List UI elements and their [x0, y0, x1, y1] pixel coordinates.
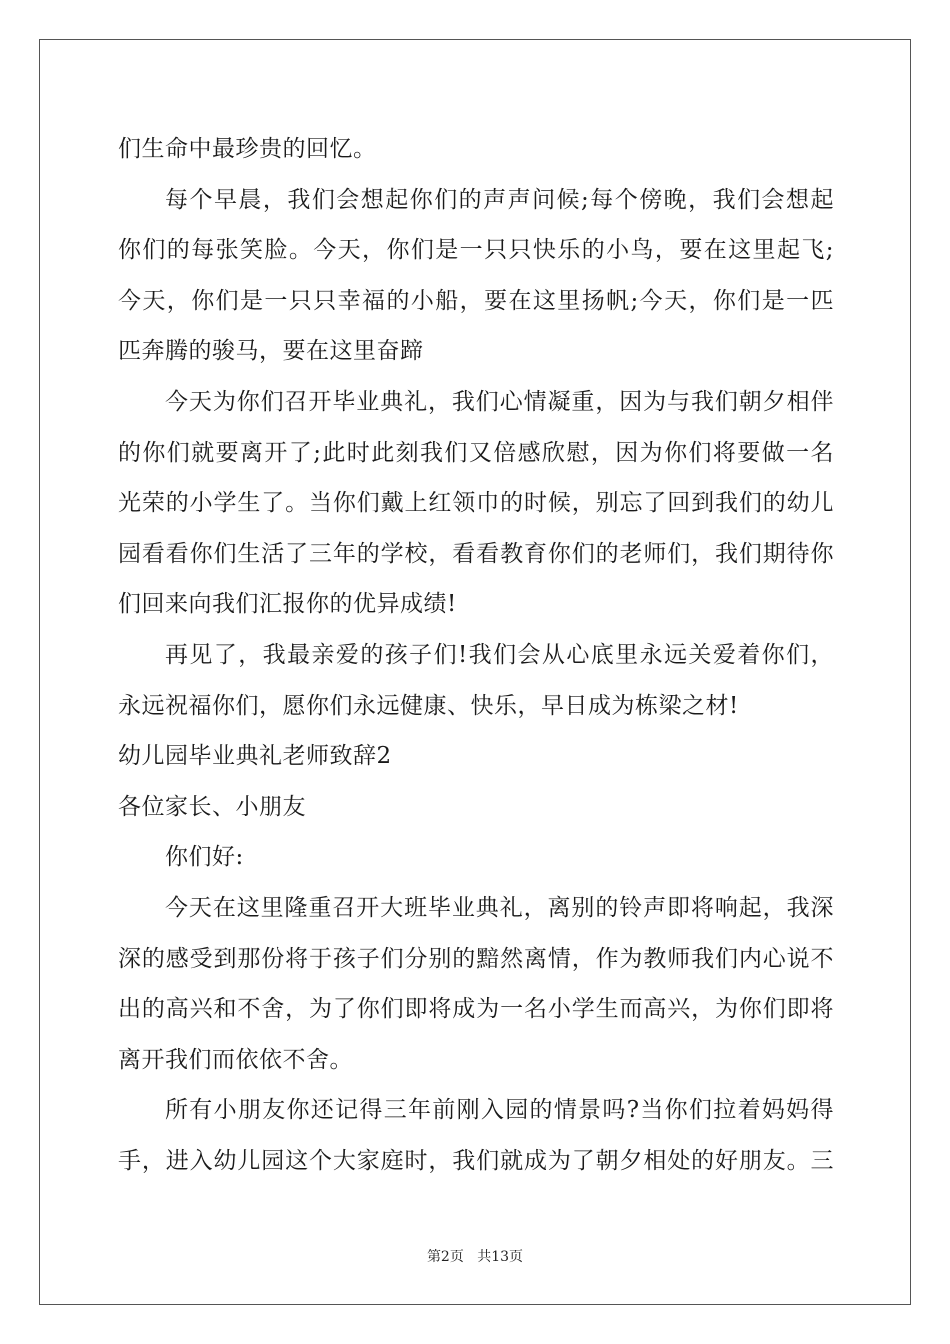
text-line: 今天，你们是一只只幸福的小船，要在这里扬帆;今天，你们是一匹 [118, 287, 834, 314]
page-footer [0, 1247, 950, 1267]
greeting: 你们好: [165, 844, 244, 871]
text-line: 园看看你们生活了三年的学校，看看教育你们的老师们，我们期待你 [118, 540, 834, 567]
text-line: 离开我们而依依不舍。 [118, 1046, 353, 1073]
text-line: 匹奔腾的骏马，要在这里奋蹄 [118, 338, 424, 365]
text-line: 的你们就要离开了;此时此刻我们又倍感欣慰，因为你们将要做一名 [118, 439, 834, 466]
text-line: 们生命中最珍贵的回忆。 [118, 136, 377, 162]
text-line: 光荣的小学生了。当你们戴上红领巾的时候，别忘了回到我们的幼儿 [118, 490, 834, 517]
text-line: 出的高兴和不舍，为了你们即将成为一名小学生而高兴，为你们即将 [118, 996, 834, 1023]
text-line: 手，进入幼儿园这个大家庭时，我们就成为了朝夕相处的好朋友。三 [118, 1147, 834, 1174]
text-line: 再见了，我最亲爱的孩子们!我们会从心底里永远关爱着你们， [165, 641, 834, 668]
page-total: 共13页 [477, 1249, 524, 1265]
text-line: 永远祝福你们，愿你们永远健康、快乐，早日成为栋梁之材! [118, 692, 739, 719]
text-line: 今天为你们召开毕业典礼，我们心情凝重，因为与我们朝夕相伴 [165, 388, 834, 415]
section-title: 幼儿园毕业典礼老师致辞2 [118, 743, 392, 770]
text-line: 深的感受到那份将于孩子们分别的黯然离情，作为教师我们内心说不 [118, 945, 834, 972]
salutation: 各位家长、小朋友 [118, 793, 306, 820]
text-line: 每个早晨，我们会想起你们的声声问候;每个傍晚，我们会想起 [165, 186, 834, 213]
text-line: 所有小朋友你还记得三年前刚入园的情景吗?当你们拉着妈妈得 [165, 1097, 834, 1124]
page-number: 第2页 [426, 1249, 464, 1265]
text-line: 们回来向我们汇报你的优异成绩! [118, 591, 457, 618]
text-line: 你们的每张笑脸。今天，你们是一只只快乐的小鸟，要在这里起飞; [118, 237, 834, 264]
document-body [118, 124, 834, 1186]
text-line: 今天在这里隆重召开大班毕业典礼，离别的铃声即将响起，我深 [165, 894, 834, 921]
